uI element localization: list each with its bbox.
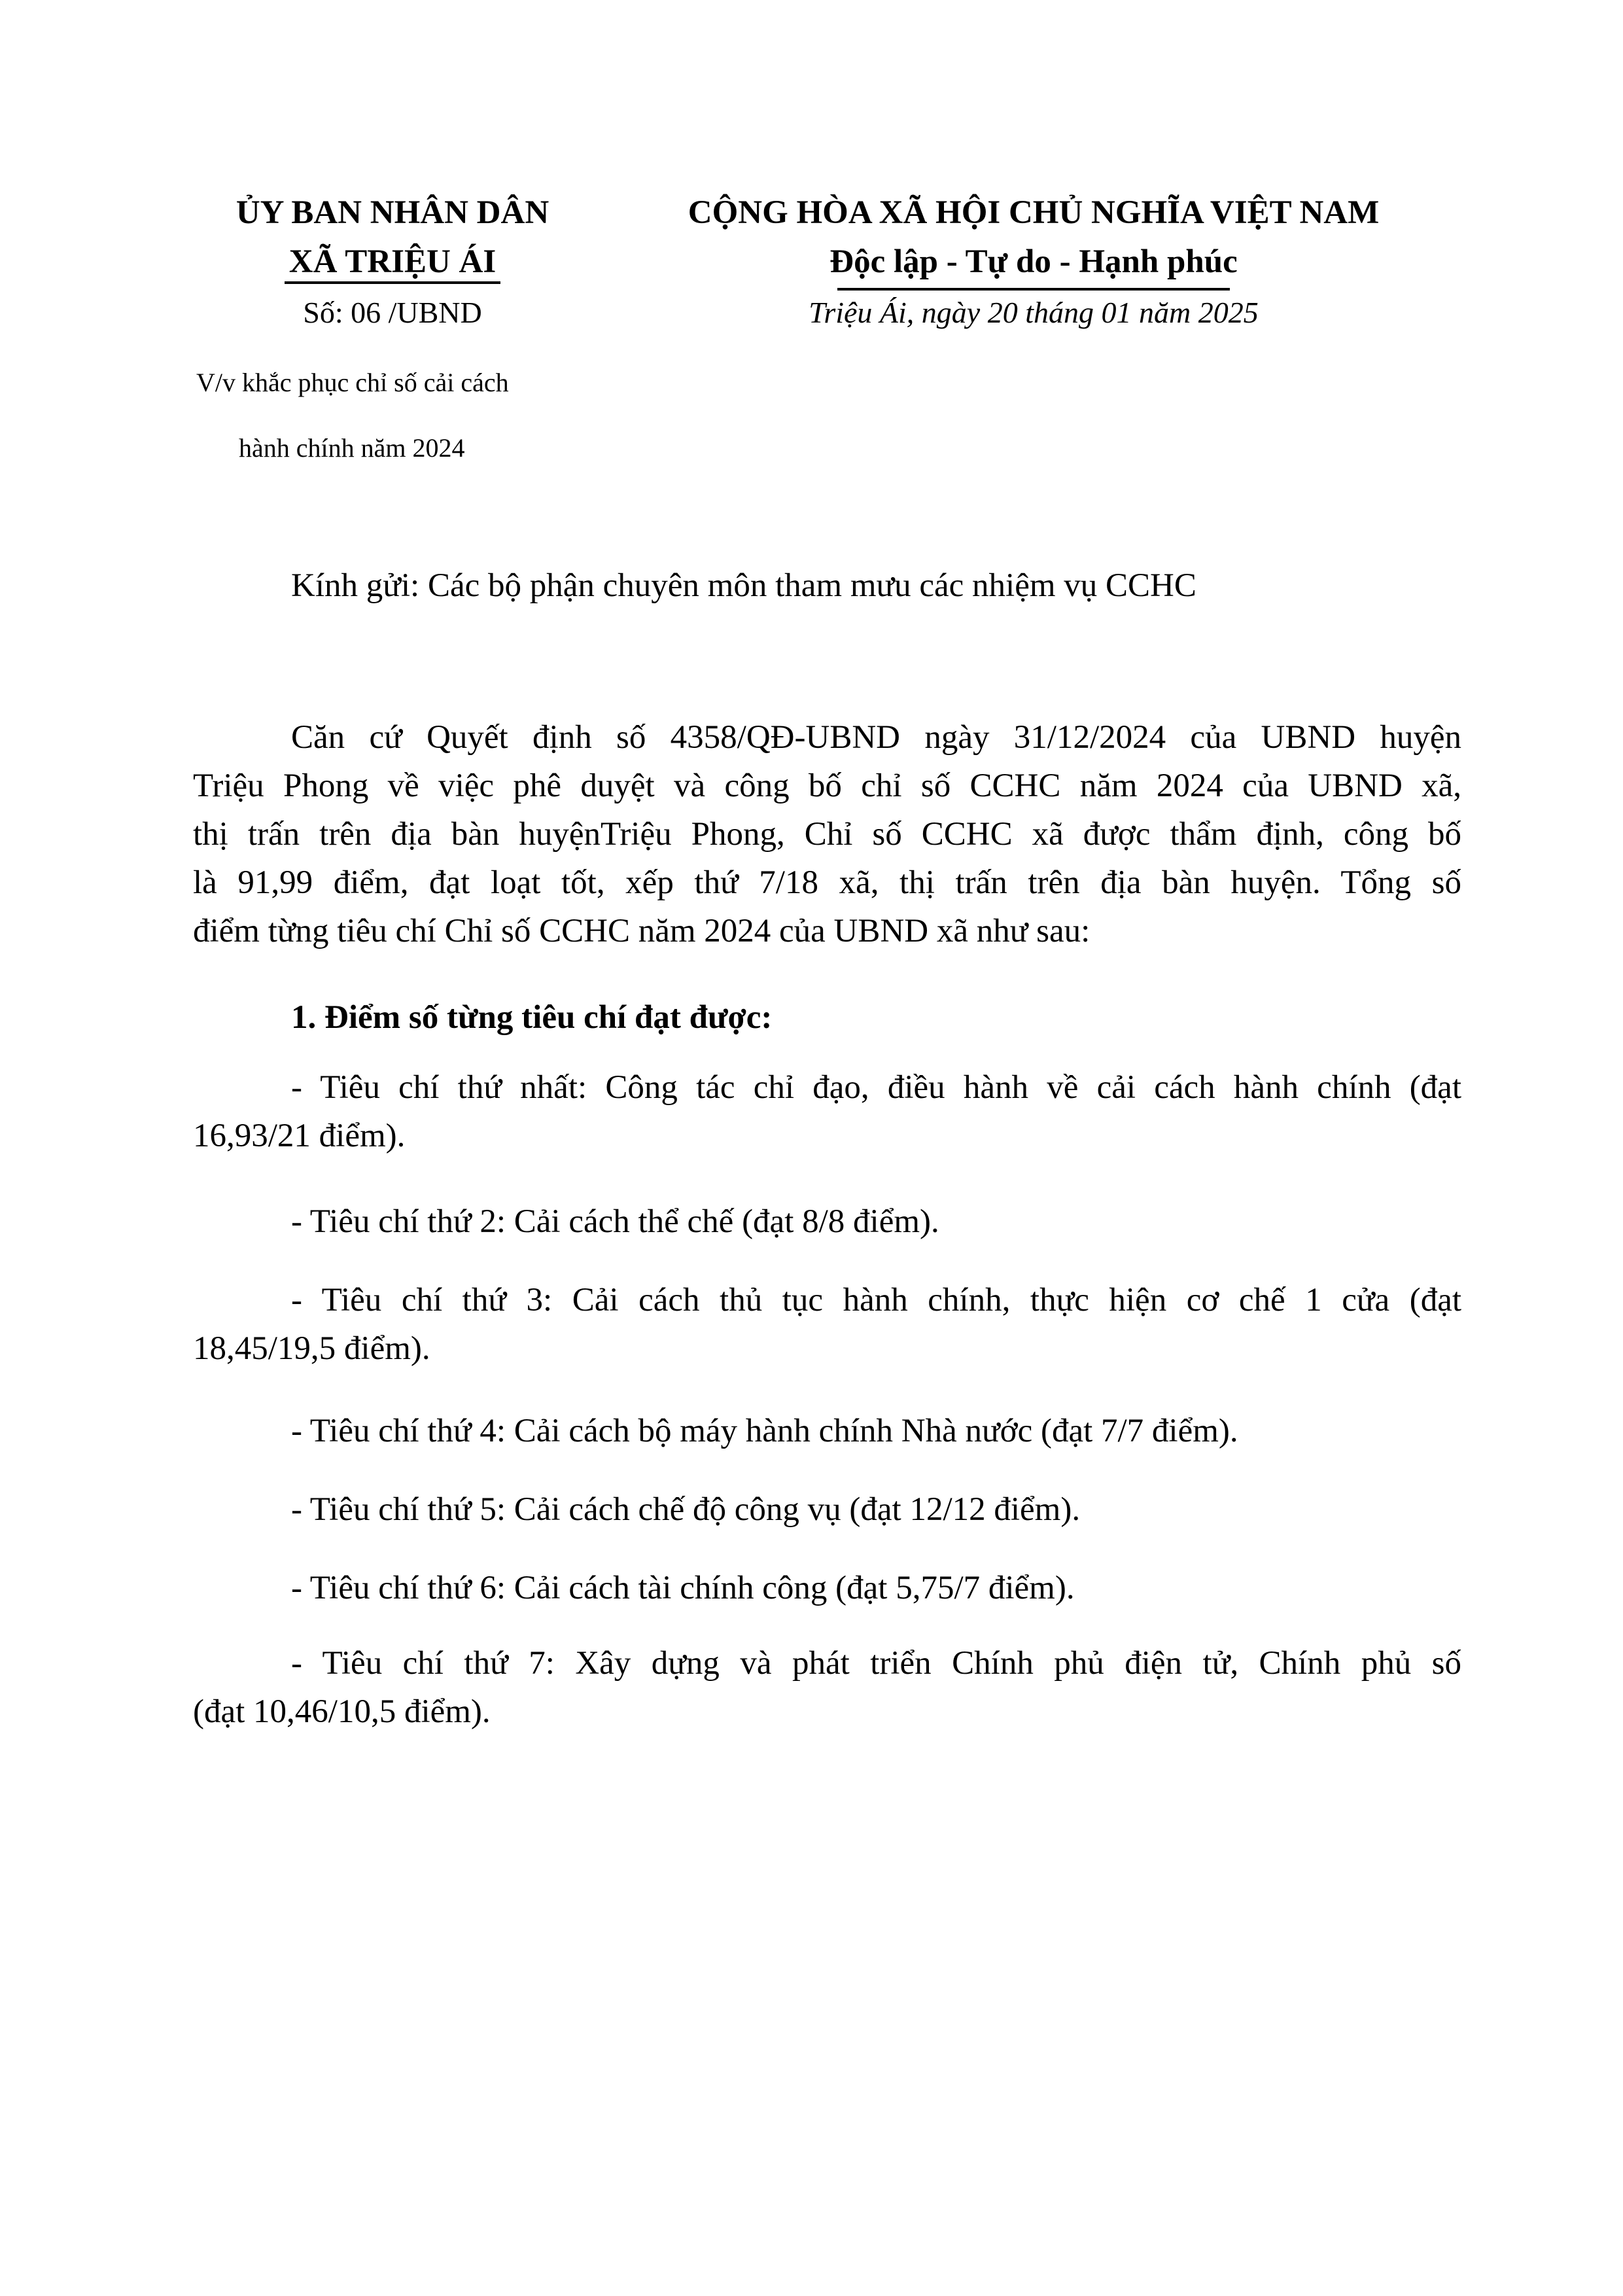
issuer-underline [285,281,500,284]
national-title: CỘNG HÒA XÃ HỘI CHỦ NGHĨA VIỆT NAM [688,194,1380,231]
intro-line: Căn cứ Quyết định số 4358/QĐ-UBND ngày 31/12/2024 của UBND huyện [291,719,1461,756]
section-heading: 1. Điểm số từng tiêu chí đạt được: [291,999,773,1036]
date-line: Triệu Ái, ngày 20 tháng 01 năm 2025 [809,296,1259,329]
criterion-line: - Tiêu chí thứ 6: Cải cách tài chính công (đạt 5,75/7 điểm). [291,1570,1075,1606]
intro-line: Triệu Phong về việc phê duyệt và công bố chỉ số CCHC năm 2024 của UBND xã, [193,768,1461,804]
intro-line: điểm từng tiêu chí Chỉ số CCHC năm 2024 của UBND xã như sau: [193,913,1091,949]
criterion-3 [193,1276,1461,1373]
motto-underline [837,288,1230,291]
criterion-line: - Tiêu chí thứ 4: Cải cách bộ máy hành chính Nhà nước (đạt 7/7 điểm). [291,1413,1238,1449]
intro-paragraph [193,713,1461,955]
subject-line1: V/v khắc phục chỉ số cải cách [196,368,509,397]
subject-line2: hành chính năm 2024 [239,433,465,463]
criterion-line: - Tiêu chí thứ 7: Xây dựng và phát triển Chính phủ điện tử, Chính phủ số [291,1645,1461,1682]
criterion-2 [193,1197,1461,1246]
intro-line: là 91,99 điểm, đạt loạt tốt, xếp thứ 7/18 xã, thị trấn trên địa bàn huyện. Tổng số [193,864,1461,901]
criterion-line: 16,93/21 điểm). [193,1118,406,1154]
criterion-line: - Tiêu chí thứ 2: Cải cách thể chế (đạt 8/8 điểm). [291,1203,939,1240]
criterion-7 [193,1639,1461,1736]
criterion-line: - Tiêu chí thứ nhất: Công tác chỉ đạo, điều hành về cải cách hành chính (đạt [291,1069,1461,1106]
criterion-line: - Tiêu chí thứ 3: Cải cách thủ tục hành chính, thực hiện cơ chế 1 cửa (đạt [291,1282,1461,1318]
issuer-line1: ỦY BAN NHÂN DÂN [236,194,550,231]
criterion-line: (đạt 10,46/10,5 điểm). [193,1693,491,1730]
criterion-1 [193,1063,1461,1160]
criterion-line: 18,45/19,5 điểm). [193,1330,430,1367]
criterion-5 [193,1485,1461,1534]
issuer-line2: XÃ TRIỆU ÁI [288,243,497,280]
document-number: Số: 06 /UBND [303,296,482,329]
criterion-4 [193,1407,1461,1455]
national-motto: Độc lập - Tự do - Hạnh phúc [829,243,1238,280]
intro-line: thị trấn trên địa bàn huyệnTriệu Phong, Chỉ số CCHC xã được thẩm định, công bố [193,816,1461,853]
recipient: Kính gửi: Các bộ phận chuyên môn tham mưu các nhiệm vụ CCHC [291,567,1196,604]
criterion-line: - Tiêu chí thứ 5: Cải cách chế độ công vụ (đạt 12/12 điểm). [291,1491,1081,1528]
criterion-6 [193,1564,1461,1612]
